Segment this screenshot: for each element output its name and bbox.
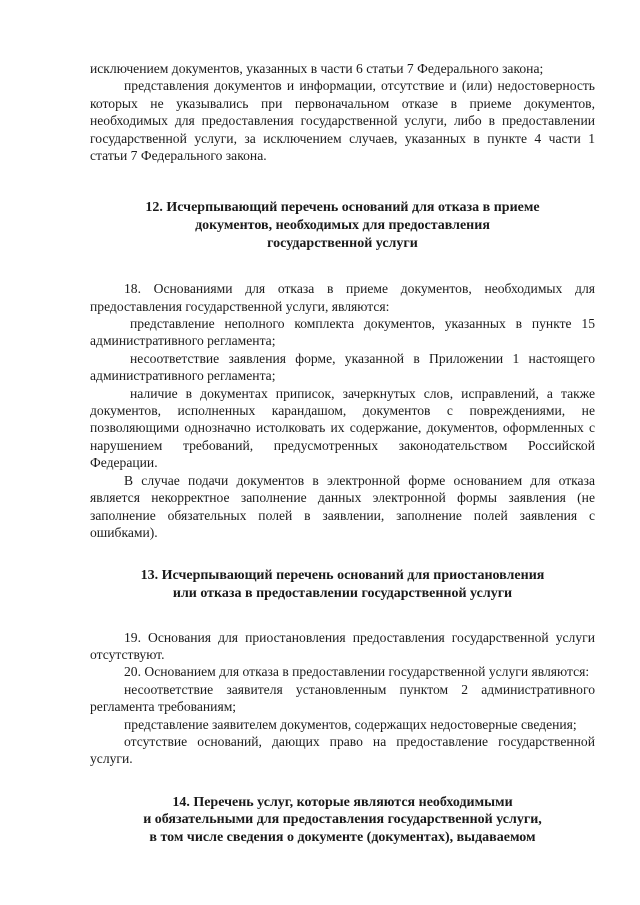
- document-page: [90, 60, 595, 847]
- section-12-heading: [90, 199, 595, 252]
- section-12-heading-line-1: 12. Исчерпывающий перечень оснований для отказа в приеме: [145, 200, 540, 216]
- intro-paragraph-2: представления документов и информации, отсутствие и (или) недостоверность которых не указывались при первоначальном отказе в приеме документов, необходимых для предоставления государственной услуги, либо в предоставлении государственной услуги, за исключением случаев, указанных в пункте 4 части 1 статьи 7 Федерального закона.: [90, 78, 595, 164]
- section-14-heading-line-3: в том числе сведения о документе (документах), выдаваемом: [149, 829, 536, 845]
- section-12-paragraph-2: представление неполного комплекта документов, указанных в пункте 15 административного регламента;: [90, 316, 595, 349]
- section-13-paragraph-2: 20. Основанием для отказа в предоставлении государственной услуги являются:: [124, 664, 590, 680]
- section-12-paragraph-3: несоответствие заявления форме, указанной в Приложении 1 настоящего административного регламента;: [90, 350, 595, 384]
- section-13-heading-line-1: 13. Исчерпывающий перечень оснований для приостановления: [140, 568, 545, 584]
- section-13-paragraph-4: представление заявителем документов, содержащих недостоверные сведения;: [124, 716, 577, 732]
- section-12-heading-line-3: государственной услуги: [267, 235, 418, 251]
- section-13-paragraph-1: 19. Основания для приостановления предоставления государственной услуги отсутствуют.: [90, 629, 595, 662]
- section-14-heading-line-2: и обязательными для предоставления государственной услуги,: [143, 812, 542, 828]
- section-14-heading-line-1: 14. Перечень услуг, которые являются необходимыми: [172, 794, 513, 810]
- section-13-heading-line-2: или отказа в предоставлении государственной услуги: [172, 585, 513, 601]
- section-13-heading: [90, 567, 595, 602]
- section-12-paragraph-1: 18. Основаниями для отказа в приеме документов, необходимых для предоставления государственной услуги, являются:: [90, 281, 595, 314]
- section-12-heading-line-2: документов, необходимых для предоставления: [195, 218, 490, 234]
- section-12-paragraph-5: В случае подачи документов в электронной форме основанием для отказа является некорректное заполнение данных электронной формы заявления (не заполнение обязательных полей в заявлении, заполнение полей заявления с ошибками).: [90, 472, 595, 540]
- section-14-heading: [90, 794, 595, 847]
- section-12-paragraph-4: наличие в документах приписок, зачеркнутых слов, исправлений, а также документов, исполненных карандашом, документов с повреждениями, не позволяющими однозначно истолковать их содержание, документов, оформленных с нарушением требований, предусмотренных законодательством Российской Федерации.: [90, 385, 595, 471]
- intro-paragraph-1: исключением документов, указанных в части 6 статьи 7 Федерального закона;: [90, 61, 544, 76]
- section-13-paragraph-5: отсутствие оснований, дающих право на предоставление государственной услуги.: [90, 733, 595, 767]
- section-13-paragraph-3: несоответствие заявителя установленным пунктом 2 административного регламента требованиям;: [90, 681, 595, 715]
